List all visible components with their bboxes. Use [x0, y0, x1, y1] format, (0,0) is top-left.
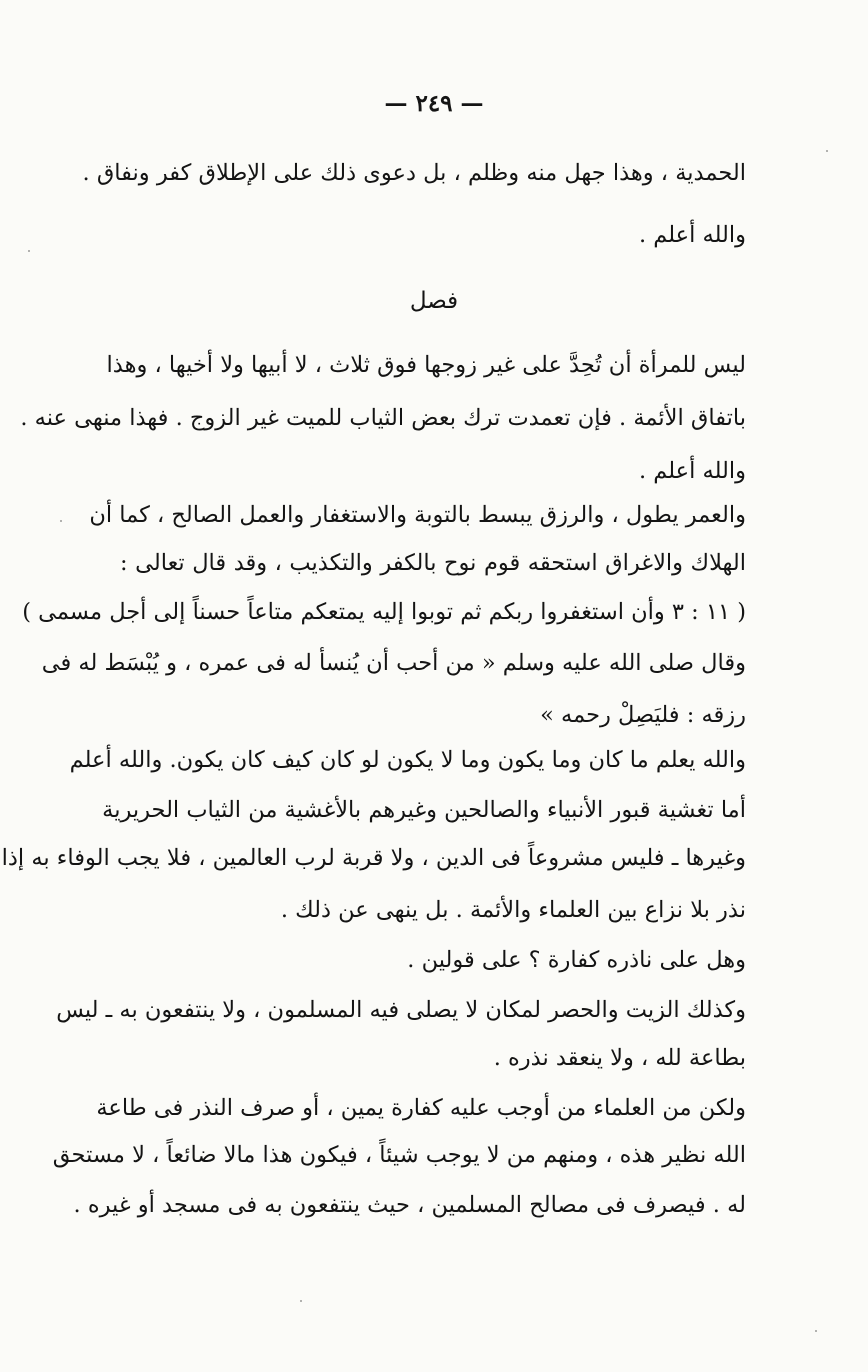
text-line: بطاعة لله ، ولا ينعقد نذره . [493, 1045, 746, 1071]
scan-speck [60, 520, 62, 522]
page-number: — ٢٤٩ — [384, 90, 484, 117]
text-line: والعمر يطول ، والرزق يبسط بالتوبة والاستغفار والعمل الصالح ، كما أن [89, 502, 746, 528]
text-line: رزقه : فليَصِلْ رحمه » [540, 702, 746, 728]
text-line: الحمدية ، وهذا جهل منه وظلم ، بل دعوى ذلك على الإطلاق كفر ونفاق . [82, 160, 746, 186]
text-line: له . فيصرف فى مصالح المسلمين ، حيث ينتفعون به فى مسجد أو غيره . [73, 1192, 746, 1218]
text-line: والله أعلم . [638, 458, 746, 484]
text-line: أما تغشية قبور الأنبياء والصالحين وغيرهم بالأغشية من الثياب الحريرية [102, 797, 746, 823]
text-line: وغيرها ـ فليس مشروعاً فى الدين ، ولا قربة لرب العالمين ، فلا يجب الوفاء به إذا [1, 845, 746, 871]
text-line: ( ١١ : ٣ وأن استغفروا ربكم ثم توبوا إليه يمتعكم متاعاً حسناً إلى أجل مسمى ) [22, 599, 746, 625]
scan-speck [815, 1330, 817, 1332]
text-line: الهلاك والاغراق استحقه قوم نوح بالكفر والتكذيب ، وقد قال تعالى : [120, 550, 746, 576]
text-line: ليس للمرأة أن تُحِدَّ على غير زوجها فوق ثلاث ، لا أبيها ولا أخيها ، وهذا [106, 352, 746, 378]
text-line: باتفاق الأئمة . فإن تعمدت ترك بعض الثياب للميت غير الزوج . فهذا منهى عنه . [20, 405, 746, 431]
text-line: وكذلك الزيت والحصر لمكان لا يصلى فيه المسلمون ، ولا ينتفعون به ـ ليس [56, 997, 746, 1023]
section-heading: فصل [409, 288, 459, 314]
text-line: نذر بلا نزاع بين العلماء والأئمة . بل ينهى عن ذلك . [280, 897, 746, 923]
scan-speck [300, 1300, 302, 1302]
scan-speck [28, 250, 30, 252]
scan-speck [826, 150, 828, 152]
text-line: الله نظير هذه ، ومنهم من لا يوجب شيئاً ، فيكون هذا مالا ضائعاً ، لا مستحق [52, 1142, 746, 1168]
text-line: والله يعلم ما كان وما يكون وما لا يكون لو كان كيف كان يكون. والله أعلم [69, 747, 746, 773]
text-line: وهل على ناذره كفارة ؟ على قولين . [407, 947, 746, 973]
text-line: والله أعلم . [638, 222, 746, 248]
text-line: ولكن من العلماء من أوجب عليه كفارة يمين ، أو صرف النذر فى طاعة [96, 1095, 746, 1121]
text-line: وقال صلى الله عليه وسلم « من أحب أن يُنسأ له فى عمره ، و يُبْسَط له فى [41, 650, 746, 676]
